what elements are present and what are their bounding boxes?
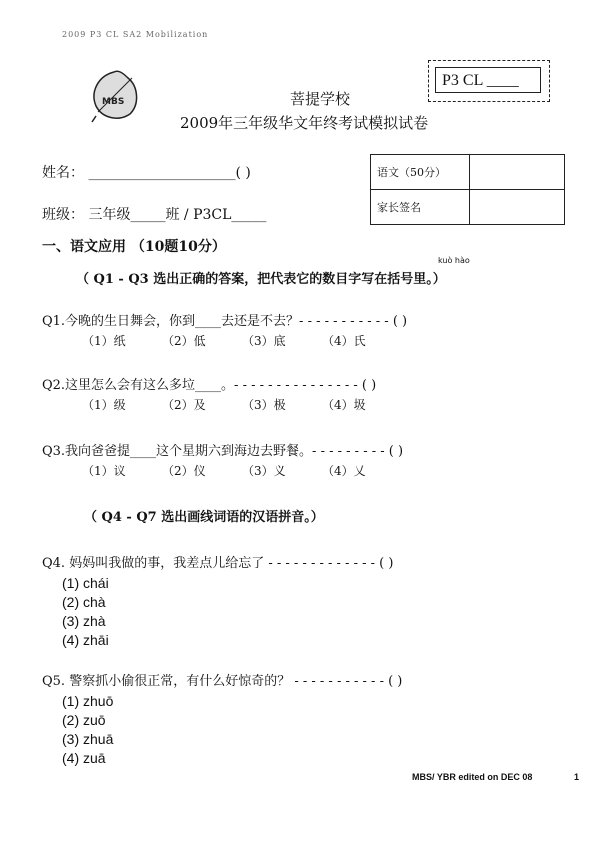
q1-option-4: （4）氏 (322, 334, 366, 348)
q3-option-2: （2）仪 (162, 464, 206, 478)
exam-code: P3 CL ____ (435, 67, 541, 93)
instruction-q4-q7: （ Q4 - Q7 选出画线词语的汉语拼音。） (84, 510, 324, 525)
q5-option-4: (4) zuā (62, 750, 106, 766)
q2-option-1: （1）级 (82, 398, 126, 412)
q2-option-3: （3）极 (242, 398, 286, 412)
q4-option-2: (2) chà (62, 594, 106, 610)
class-label: 班级： (42, 207, 84, 223)
q3-option-3: （3）义 (242, 464, 286, 478)
logo-text: MBS (102, 97, 125, 107)
footer-credit: MBS/ YBR edited on DEC 08 (412, 772, 533, 782)
school-leaf-logo-icon (88, 68, 140, 124)
exam-code-box (428, 60, 550, 102)
q5-option-2: (2) zuō (62, 712, 106, 728)
question-q5: Q5. 警察抓小偷很正常，有什么好惊奇的？ - - - - - - - - - - - ( ) (42, 674, 403, 689)
class-field[interactable]: 三年级_____班 / P3CL_____ (88, 207, 267, 223)
question-q3: Q3.我向爸爸提____这个星期六到海边去野餐。- - - - - - - - - ( ) (42, 444, 404, 459)
instruction-pinyin: kuò hào (438, 256, 470, 265)
q2-option-2: （2）及 (162, 398, 206, 412)
question-q4: Q4. 妈妈叫我做的事，我差点儿给忘了 - - - - - - - - - - - - - ( ) (42, 556, 394, 571)
q1-option-1: （1）纸 (82, 334, 126, 348)
question-q2: Q2.这里怎么会有这么多垃____。- - - - - - - - - - - - - - - ( ) (42, 378, 377, 393)
parent-signature-cell[interactable] (470, 190, 565, 225)
q3-option-4: （4）乂 (322, 464, 366, 478)
question-q1: Q1.今晚的生日舞会，你到____去还是不去？- - - - - - - - - - - ( ) (42, 314, 408, 329)
q4-option-3: (3) zhà (62, 613, 106, 629)
q3-option-1: （1）议 (82, 464, 126, 478)
school-name: 菩提学校 (290, 90, 351, 108)
name-label: 姓名： (42, 165, 84, 181)
name-field[interactable]: _____________________( ) (88, 165, 251, 181)
q4-option-1: (1) chái (62, 575, 109, 591)
q2-option-4: （4）圾 (322, 398, 366, 412)
section-heading: 一、语文应用 （10题10分） (42, 239, 226, 255)
exam-title: 2009年三年级华文年终考试模拟试卷 (180, 114, 429, 132)
page-number: 1 (574, 772, 580, 782)
q1-option-3: （3）底 (242, 334, 286, 348)
q4-option-4: (4) zhāi (62, 632, 109, 648)
parent-signature-label: 家长签名 (371, 190, 470, 225)
q5-option-3: (3) zhuā (62, 731, 114, 747)
q5-option-1: (1) zhuō (62, 693, 114, 709)
score-label: 语文（50分） (371, 155, 470, 190)
q1-option-2: （2）低 (162, 334, 206, 348)
score-cell[interactable] (470, 155, 565, 190)
score-table (370, 154, 565, 225)
header-small-text: 2009 P3 CL SA2 Mobilization (62, 30, 209, 39)
instruction-q1-q3: （ Q1 - Q3 选出正确的答案，把代表它的数目字写在括号里。） (76, 272, 446, 287)
